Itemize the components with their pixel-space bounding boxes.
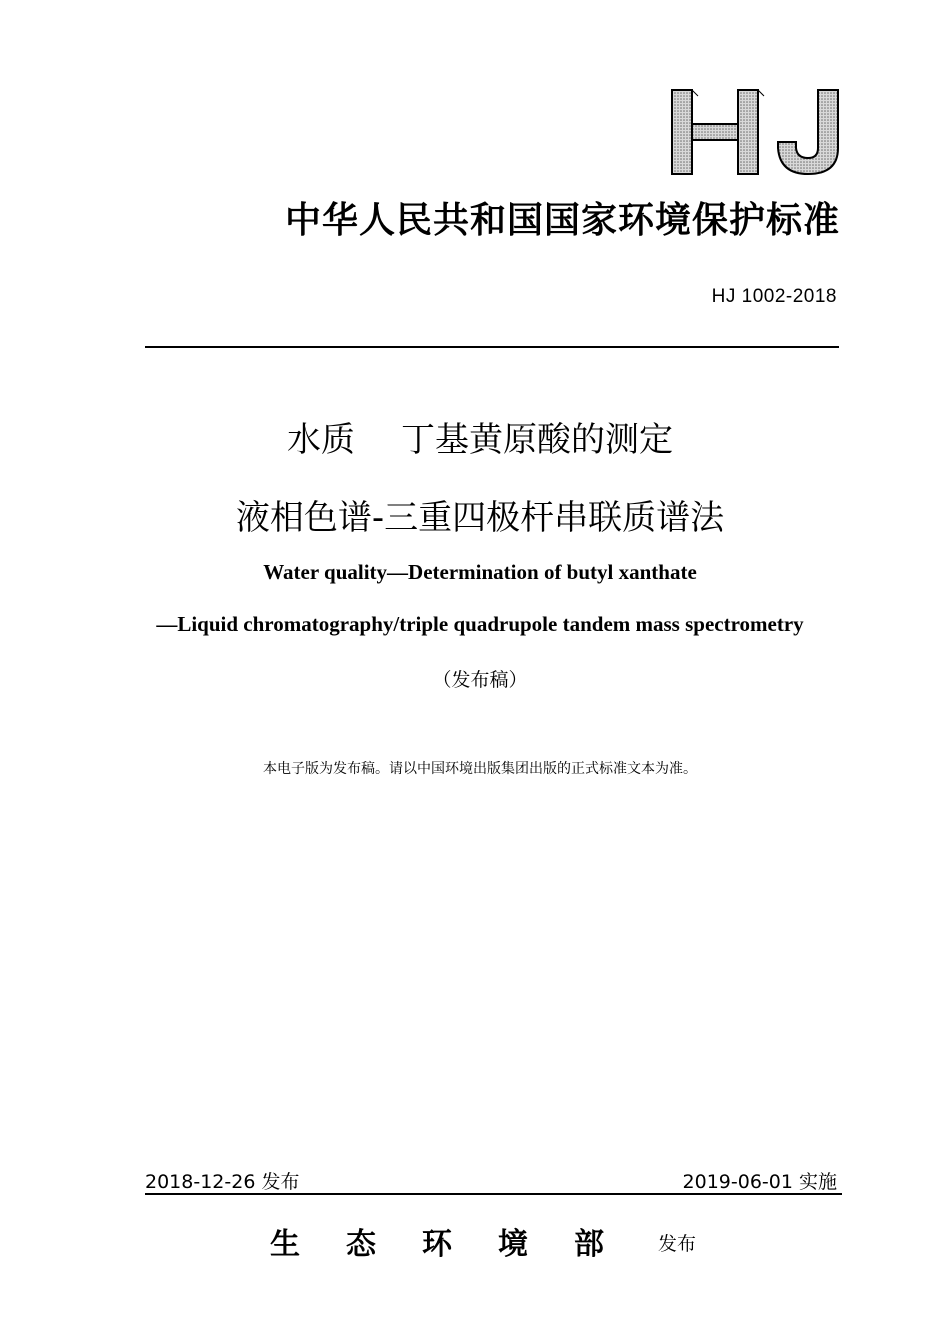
hj-logo: [668, 86, 844, 178]
implement-date: 2019-06-01 实施: [682, 1171, 837, 1193]
title-cn-line1-part1: 水质: [287, 420, 355, 460]
title-cn-line1-part2: 丁基黄原酸的测定: [401, 420, 673, 460]
hj-logo-graphic: [668, 86, 844, 178]
top-divider: [145, 346, 839, 348]
issue-date: 2018-12-26 发布: [145, 1171, 300, 1193]
title-cn-line1: [0, 412, 950, 461]
title-en-line2: —Liquid chromatography/triple quadrupole tandem mass spectrometry: [156, 612, 804, 636]
edition-notice: 本电子版为发布稿。请以中国环境出版集团出版的正式标准文本为准。: [263, 761, 697, 777]
title-en-line1: Water quality—Determination of butyl xanthate: [263, 560, 697, 584]
title-cn-line2: 液相色谱-三重四极杆串联质谱法: [235, 498, 725, 538]
publisher-suffix: 发布: [658, 1233, 697, 1255]
draft-note: （发布稿）: [432, 669, 528, 691]
logo-letter-h: [672, 90, 764, 174]
standard-number: HJ 1002-2018: [711, 286, 837, 307]
logo-letter-j: [778, 90, 838, 174]
publisher-name: 生态环境部: [270, 1227, 650, 1262]
org-title: 中华人民共和国国家环境保护标准: [284, 200, 840, 241]
bottom-divider: [145, 1193, 842, 1195]
